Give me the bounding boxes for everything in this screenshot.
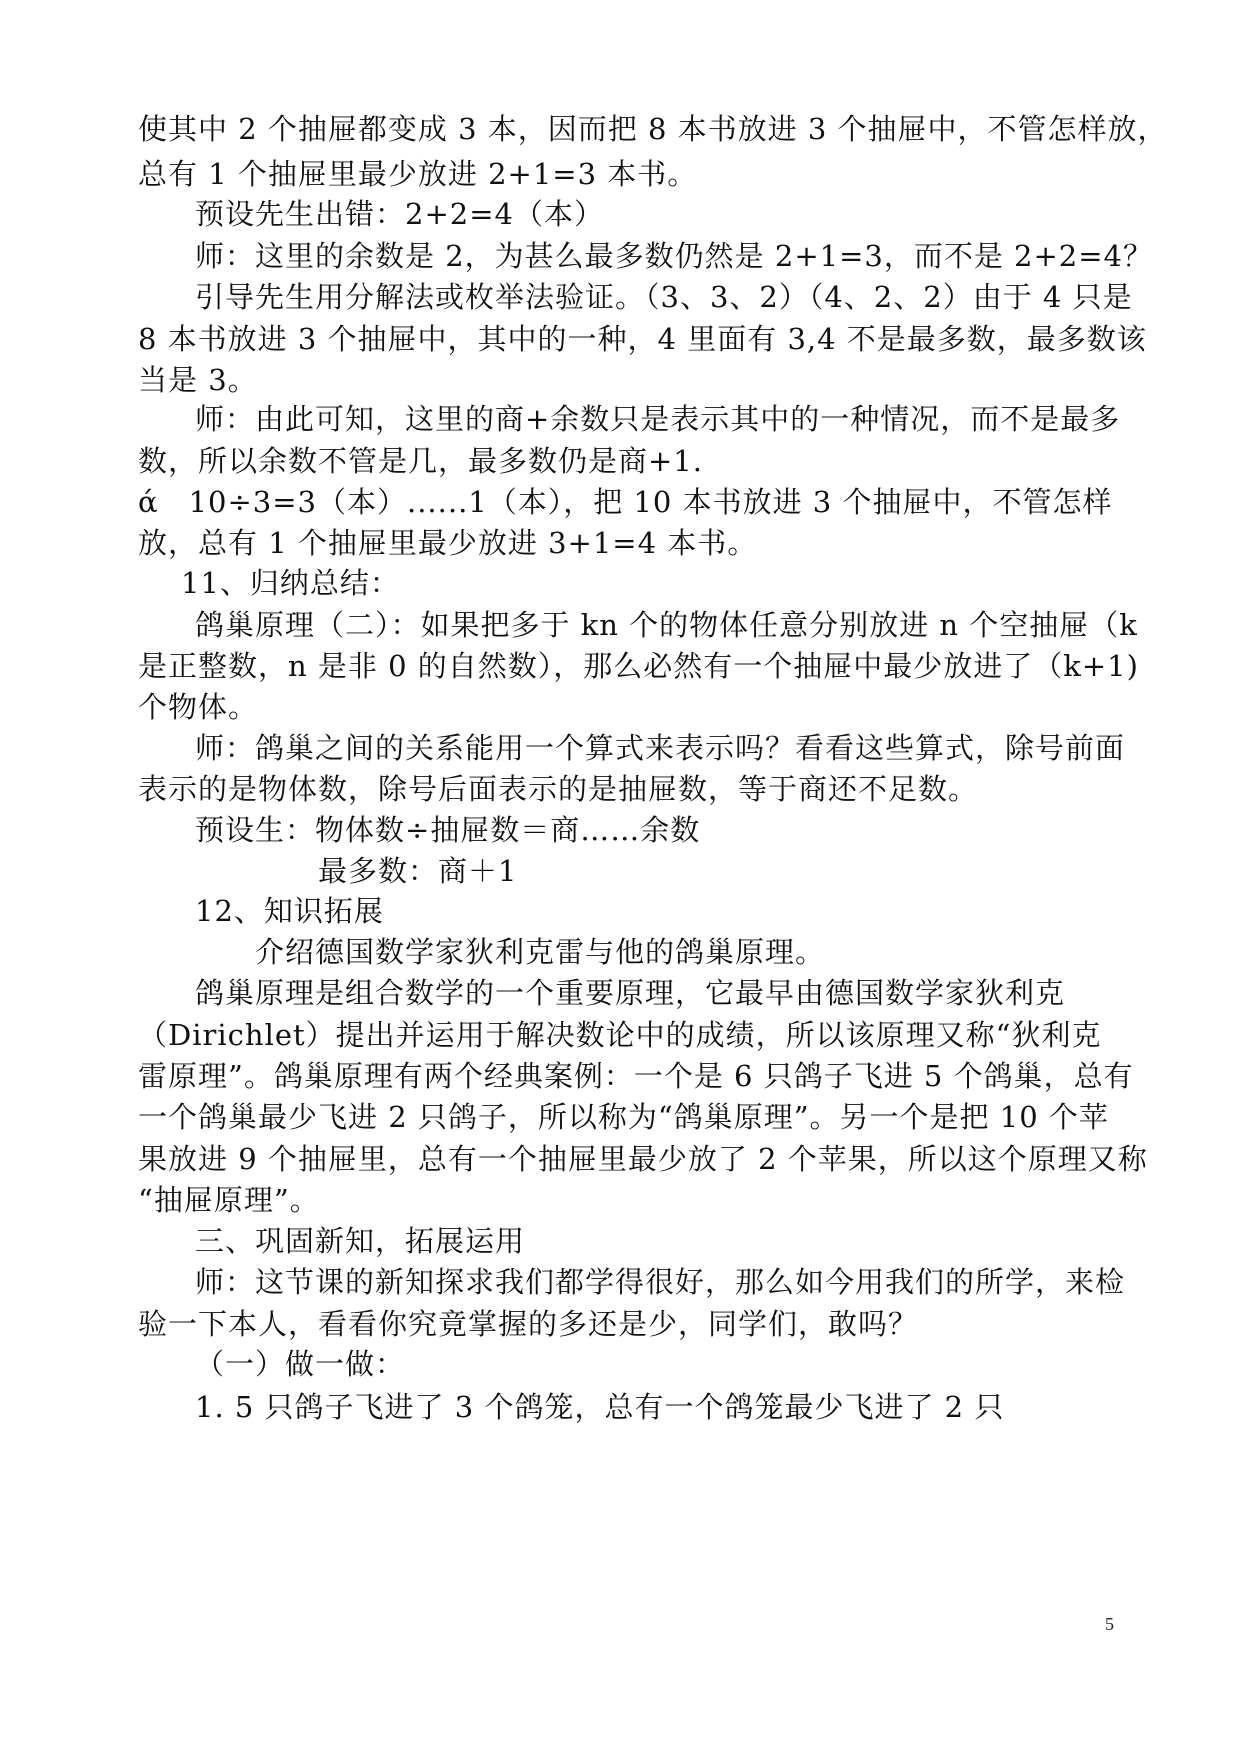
exercise-item: 1. 5 只鸽子飞进了 3 个鸽笼，总有一个鸽笼最少飞进了 2 只	[195, 1390, 1005, 1424]
text-line: 是正整数，n 是非 0 的自然数），那么必然有一个抽屉中最少放进了（k+1)	[138, 649, 1139, 683]
text-line: 表示的是物体数，除号后面表示的是抽屉数，等于商还不足数。	[138, 772, 979, 806]
text-line: 使其中 2 个抽屉都变成 3 本，因而把 8 本书放进 3 个抽屉中，不管怎样放，	[138, 112, 1168, 146]
text-line: 引导先生用分解法或枚举法验证。（3、3、2）（4、2、2）由于 4 只是	[195, 280, 1133, 314]
subsection-heading: （一）做一做：	[195, 1347, 406, 1381]
text-line: 介绍德国数学家狄利克雷与他的鸽巢原理。	[255, 935, 826, 969]
section-heading: 12、知识拓展	[195, 894, 384, 928]
text-line: 师：这里的余数是 2，为甚么最多数仍然是 2+1=3，而不是 2+2=4？	[195, 239, 1154, 273]
section-heading: 11、归纳总结：	[181, 566, 400, 600]
text-line: 师：鸽巢之间的关系能用一个算式来表示吗？看看这些算式，除号前面	[195, 731, 1126, 765]
text-line: 雷原理”。鸽巢原理有两个经典案例：一个是 6 只鸽子飞进 5 个鸽巢，总有	[138, 1059, 1134, 1093]
text-line: 果放进 9 个抽屉里，总有一个抽屉里最少放了 2 个苹果，所以这个原理又称	[138, 1142, 1148, 1176]
text-line: 8 本书放进 3 个抽屉中，其中的一种，4 里面有 3,4 不是最多数，最多数该	[138, 322, 1147, 356]
text-line: 预设先生出错：2+2=4（本）	[195, 197, 604, 231]
text-line: 当是 3。	[138, 363, 258, 397]
text-line: 师：这节课的新知探求我们都学得很好，那么如今用我们的所学，来检	[195, 1265, 1126, 1299]
text-line: 数，所以余数不管是几，最多数仍是商+1.	[138, 444, 703, 478]
text-line: ά 10÷3=3（本）......1（本），把 10 本书放进 3 个抽屉中，不管怎样	[138, 485, 1113, 519]
text-line: 预设生：物体数÷抽屉数＝商……余数	[195, 813, 701, 847]
text-line: “抽屉原理”。	[138, 1183, 320, 1217]
text-line: 最多数：商＋1	[318, 854, 518, 888]
text-line: 放，总有 1 个抽屉里最少放进 3+1=4 本书。	[138, 526, 758, 560]
text-line: 鸽巢原理（二）：如果把多于 kn 个的物体任意分别放进 n 个空抽屉（k	[195, 608, 1138, 642]
text-line: 个物体。	[138, 690, 259, 724]
text-line: 鸽巢原理是组合数学的一个重要原理，它最早由德国数学家狄利克	[195, 976, 1066, 1010]
text-line: 师：由此可知，这里的商+余数只是表示其中的一种情况，而不是最多	[195, 402, 1121, 436]
text-line: 一个鸽巢最少飞进 2 只鸽子，所以称为“鸽巢原理”。另一个是把 10 个苹	[138, 1100, 1109, 1134]
page-number: 5	[1105, 1614, 1114, 1634]
text-line: （Dirichlet）提出并运用于解决数论中的成绩，所以该原理又称“狄利克	[138, 1018, 1102, 1052]
text-line: 总有 1 个抽屉里最少放进 2+1=3 本书。	[138, 157, 698, 191]
text-line: 验一下本人，看看你究竟掌握的多还是少，同学们，敢吗？	[138, 1307, 919, 1341]
section-heading: 三、巩固新知，拓展运用	[195, 1224, 526, 1258]
